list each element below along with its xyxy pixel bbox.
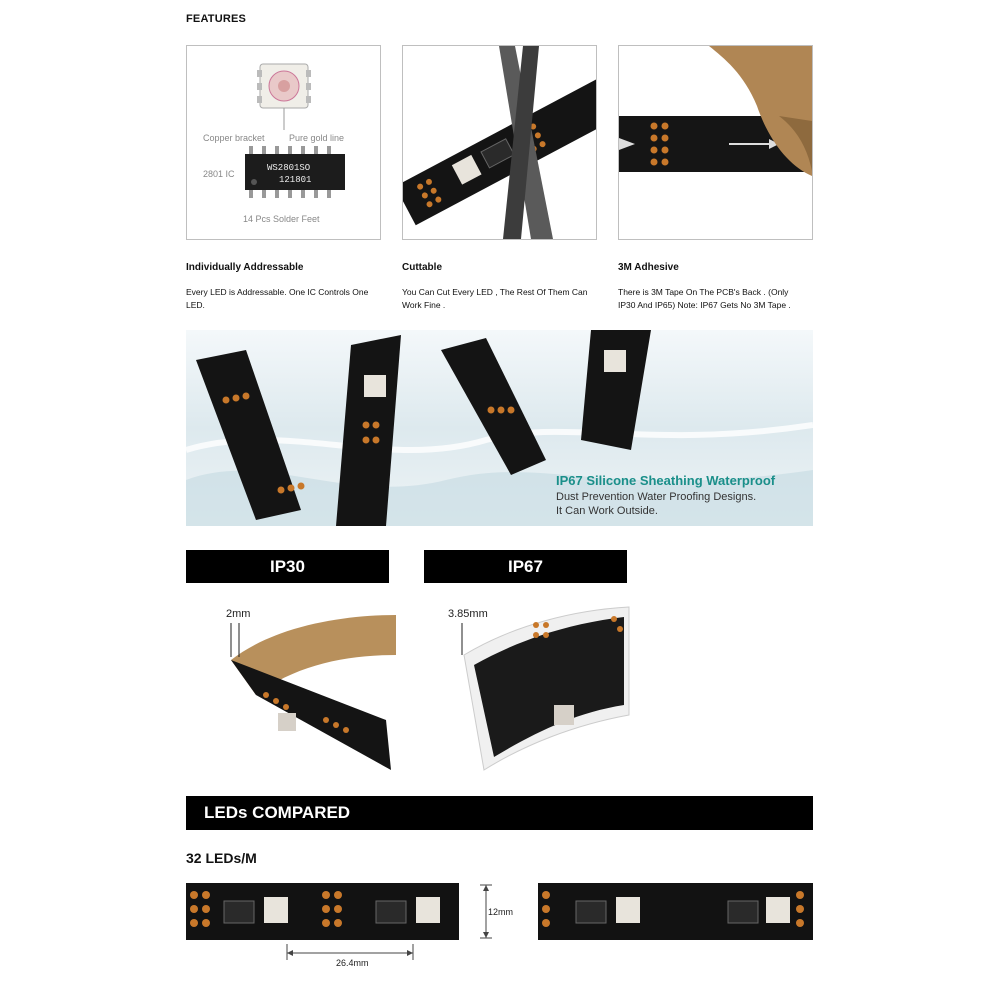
waterproof-banner: [186, 330, 813, 526]
ic-closeup-panel: [186, 45, 381, 240]
strip-width-label: 12mm: [488, 907, 514, 917]
adhesive-panel: [618, 45, 813, 240]
tape-peel-illustration: [619, 46, 812, 239]
leds-compared-heading: LEDs COMPARED: [186, 796, 813, 830]
cuttable-panel: [402, 45, 597, 240]
chip-marking-line1: WS2801SO: [267, 163, 311, 173]
led-strip-left: [186, 883, 459, 940]
waterproof-line2: It Can Work Outside.: [556, 505, 658, 517]
chip-marking-line2: 121801: [279, 175, 312, 185]
ic-label: 2801 IC: [203, 169, 235, 179]
ip67-thickness-label: 3.85mm: [448, 608, 488, 620]
features-heading: FEATURES: [186, 13, 247, 25]
scissors-cutting-illustration: [403, 46, 596, 239]
ip67-label-bar: IP67: [424, 550, 627, 583]
led-pitch-label: 26.4mm: [336, 958, 369, 968]
led-strip-right: [538, 883, 813, 940]
feature-title-addressable: Individually Addressable: [186, 262, 304, 273]
led-strip-left-illustration: [186, 883, 459, 940]
feature-title-adhesive: 3M Adhesive: [618, 262, 679, 273]
pure-gold-line-label: Pure gold line: [289, 133, 345, 143]
feature-desc-adhesive: There is 3M Tape On The PCB's Back . (Only IP30 And IP65) Note: IP67 Gets No 3M Tape .: [618, 287, 791, 310]
led-strip-right-illustration: [538, 883, 813, 940]
waterproof-title: IP67 Silicone Sheathing Waterproof: [556, 473, 776, 488]
led-density-label: 32 LEDs/M: [186, 850, 257, 866]
feature-title-cuttable: Cuttable: [402, 262, 442, 273]
copper-bracket-label: Copper bracket: [203, 133, 265, 143]
ip30-thickness-label: 2mm: [226, 608, 251, 620]
ip30-label-bar: IP30: [186, 550, 389, 583]
ip30-strip-illustration: [186, 595, 396, 775]
feature-desc-cuttable: You Can Cut Every LED , The Rest Of Them Can Work Fine .: [402, 287, 588, 310]
feature-desc-addressable: Every LED is Addressable. One IC Controls One LED.: [186, 287, 369, 310]
waterproof-line1: Dust Prevention Water Proofing Designs.: [556, 491, 757, 503]
solder-feet-label: 14 Pcs Solder Feet: [243, 214, 320, 224]
ip67-strip-illustration: [424, 595, 634, 775]
